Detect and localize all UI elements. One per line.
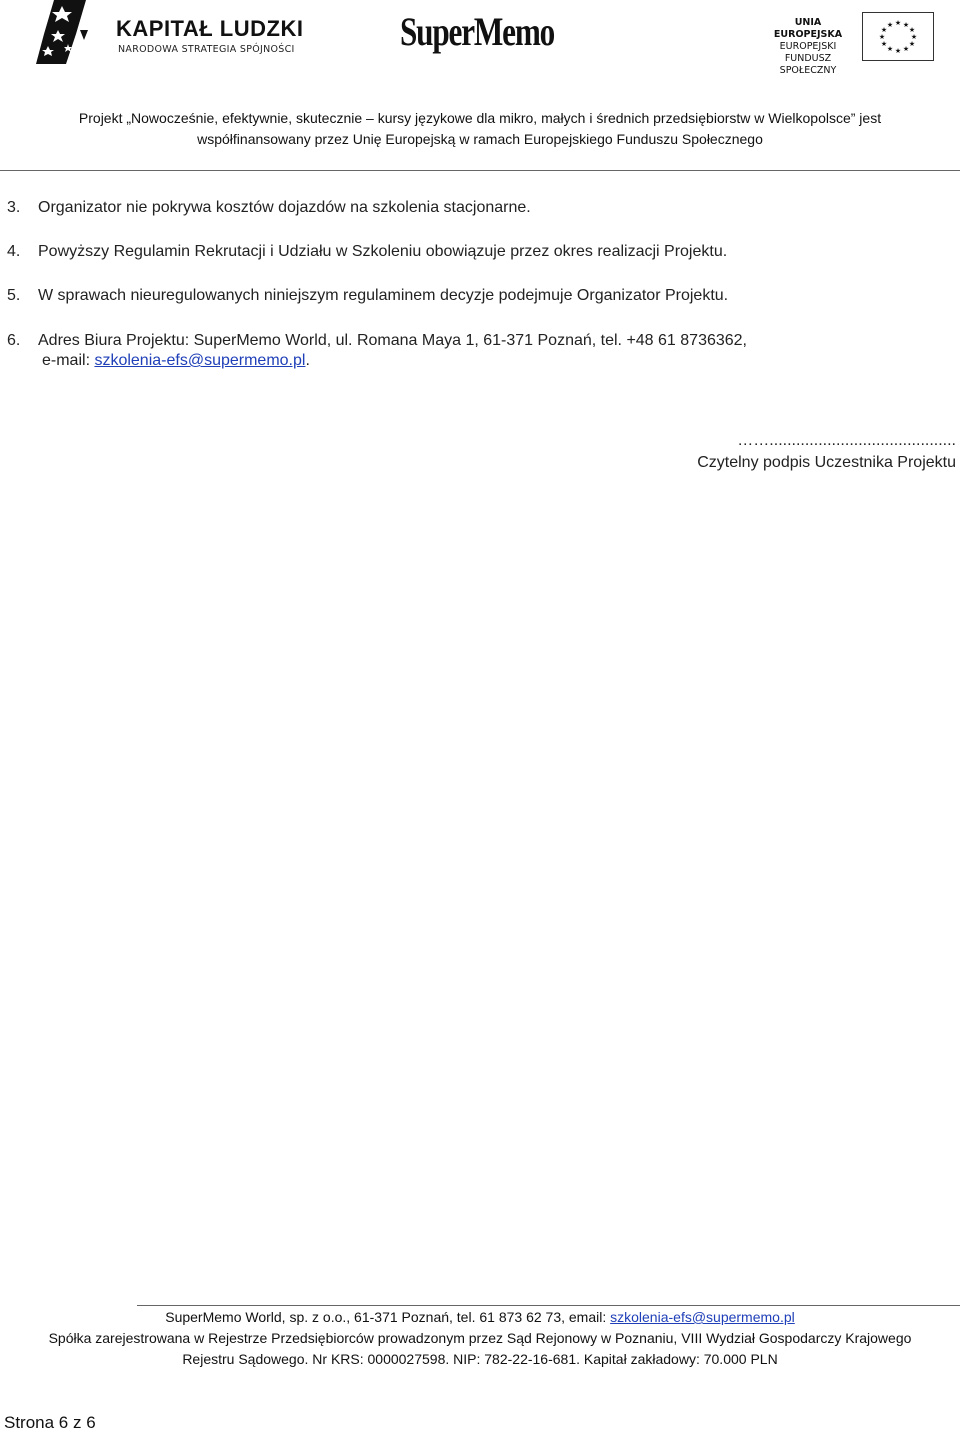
- list-item-number: 3.: [7, 199, 21, 216]
- svg-text:★: ★: [908, 26, 916, 34]
- header-divider: [0, 170, 960, 171]
- svg-text:★: ★: [894, 19, 902, 27]
- svg-text:★: ★: [886, 45, 894, 53]
- list-item: [7, 198, 937, 218]
- footer-line3: Rejestru Sądowego. Nr KRS: 0000027598. NIP: 782-22-16-681. Kapitał zakładowy: 70.000 PLN: [182, 1351, 778, 1367]
- eu-logo-line1: UNIA EUROPEJSKA: [773, 17, 843, 40]
- kapital-ludzki-subtitle: NARODOWA STRATEGIA SPÓJNOŚCI: [118, 44, 295, 55]
- list-item-email-line: [7, 351, 937, 371]
- kapital-ludzki-title: KAPITAŁ LUDZKI: [116, 16, 304, 41]
- signature-block: [697, 430, 956, 474]
- list-item: [7, 286, 937, 306]
- list-item-text: Powyższy Regulamin Rekrutacji i Udziału w Szkoleniu obowiązuje przez okres realizacji Projektu.: [38, 243, 728, 260]
- list-item: [7, 331, 937, 371]
- kapital-ludzki-logo: [36, 0, 304, 64]
- eu-logo: [760, 12, 940, 76]
- list-item-number: 5.: [7, 287, 21, 304]
- page-number: Strona 6 z 6: [4, 1413, 96, 1432]
- svg-text:★: ★: [902, 45, 910, 53]
- svg-text:★: ★: [894, 47, 902, 55]
- project-header-line2: współfinansowany przez Unię Europejską w ramach Europejskiego Funduszu Społecznego: [197, 131, 763, 147]
- eu-logo-line2: EUROPEJSKI: [779, 41, 837, 52]
- svg-text:★: ★: [908, 40, 916, 48]
- signature-label: Czytelny podpis Uczestnika Projektu: [697, 454, 956, 471]
- eu-flag-icon: [862, 12, 934, 61]
- email-link[interactable]: szkolenia-efs@supermemo.pl: [94, 352, 306, 369]
- supermemo-logo: SuperMemo: [400, 9, 555, 54]
- list-item-text: Organizator nie pokrywa kosztów dojazdów na szkolenia stacjonarne.: [38, 199, 531, 216]
- list-item: [7, 242, 937, 262]
- svg-text:★: ★: [910, 33, 918, 41]
- list-item-text: Adres Biura Projektu: SuperMemo World, ul. Romana Maya 1, 61-371 Poznań, tel. +48 61 8736362,: [38, 332, 747, 349]
- svg-text:★: ★: [886, 21, 894, 29]
- signature-dots: ……..........................................: [737, 432, 956, 449]
- footer-divider: [137, 1305, 960, 1306]
- list-item-number: 6.: [7, 332, 21, 349]
- footer-email-link[interactable]: szkolenia-efs@supermemo.pl: [610, 1309, 795, 1325]
- svg-text:★: ★: [902, 21, 910, 29]
- svg-text:★: ★: [878, 33, 886, 41]
- eu-logo-text: [760, 17, 856, 77]
- footer: [0, 1307, 960, 1370]
- kapital-ludzki-emblem-icon: [36, 0, 108, 64]
- footer-line2: Spółka zarejestrowana w Rejestrze Przedsiębiorców prowadzonym przez Sąd Rejonowy w Poznaniu, VIII Wydział Gospodarczy Krajowego: [48, 1330, 912, 1346]
- list-item-text: W sprawach nieuregulowanych niniejszym regulaminem decyzje podejmuje Organizator Projektu.: [38, 287, 729, 304]
- email-suffix: .: [305, 352, 310, 369]
- project-header-line1: Projekt „Nowocześnie, efektywnie, skutecznie – kursy językowe dla mikro, małych i średnich przedsiębiorstw w Wielkopolsce” jest: [78, 110, 882, 126]
- eu-logo-line3: FUNDUSZ SPOŁECZNY: [779, 53, 837, 76]
- email-prefix: e-mail:: [42, 352, 95, 369]
- svg-text:★: ★: [880, 40, 888, 48]
- footer-company: SuperMemo World, sp. z o.o., 61-371 Poznań, tel. 61 873 62 73, email:: [165, 1309, 611, 1325]
- project-header: [0, 108, 960, 150]
- list-item-number: 4.: [7, 243, 21, 260]
- svg-text:★: ★: [880, 26, 888, 34]
- footer-line1: [0, 1307, 960, 1328]
